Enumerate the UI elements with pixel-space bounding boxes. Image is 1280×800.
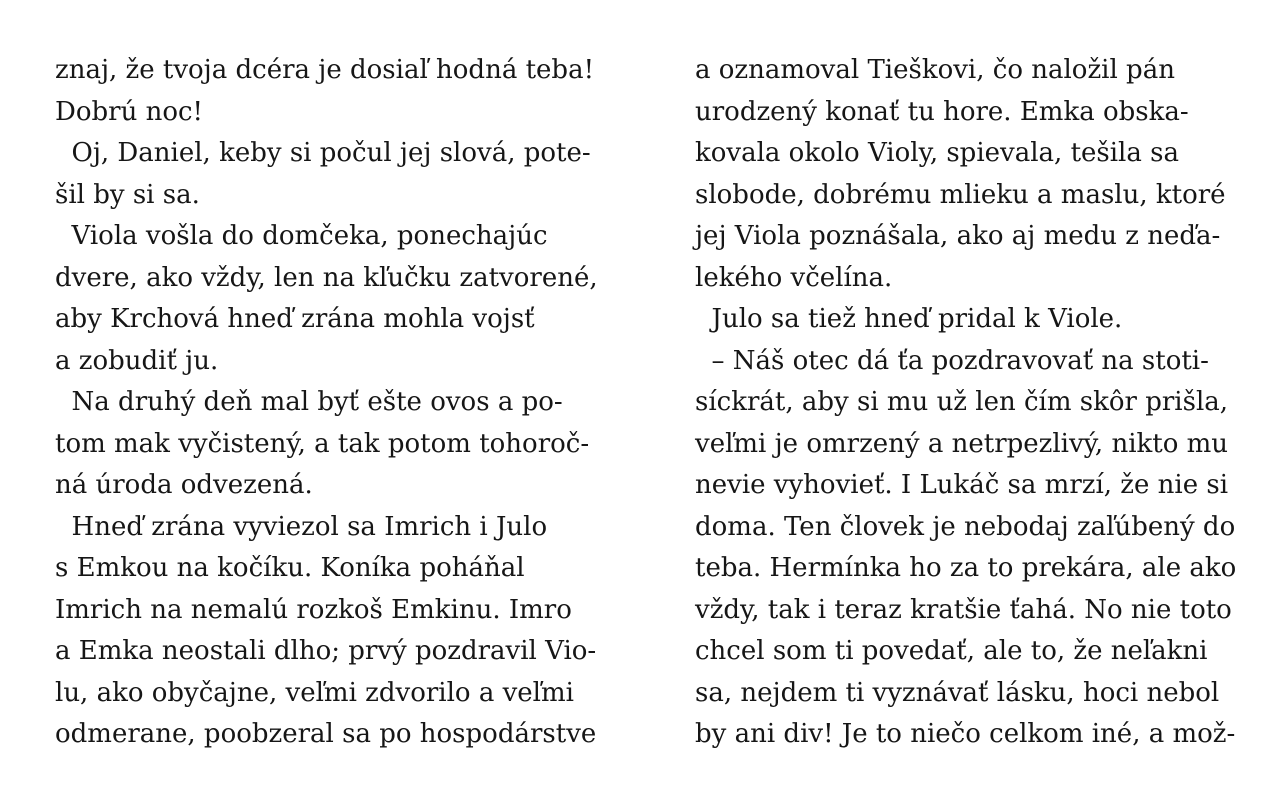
left-page-text-line: odmerane, poobzeral sa po hospodárstve — [55, 719, 597, 749]
left-page-text-line: Oj, Daniel, keby si počul jej slová, pote- — [55, 138, 591, 168]
right-page-text-line: doma. Ten človek je nebodaj zaľúbený do — [695, 511, 1236, 542]
right-page-text-line: slobode, dobrému mlieku a maslu, ktoré — [695, 179, 1226, 210]
right-page-text-line: sa, nejdem ti vyznávať lásku, hoci nebol — [695, 677, 1220, 708]
right-page-text-line: teba. Hermínka ho za to prekára, ale ako — [695, 553, 1237, 583]
right-page-text-line: veľmi je omrzený a netrpezlivý, nikto mu — [695, 428, 1229, 459]
right-page-text-line: chcel som ti povedať, ale to, že neľakni — [695, 636, 1208, 666]
left-page-text-line: Na druhý deň mal byť ešte ovos a po- — [55, 387, 563, 417]
left-page-text-line: Hneď zrána vyviezol sa Imrich i Julo — [55, 511, 548, 542]
left-page — [55, 50, 615, 756]
right-page — [695, 50, 1255, 756]
left-page-text-line: aby Krchová hneď zrána mohla vojsť — [55, 304, 535, 334]
left-page-text-line: lu, ako obyčajne, veľmi zdvorilo a veľmi — [55, 677, 574, 708]
left-page-text-line: s Emkou na kočíku. Koníka poháňal — [55, 553, 525, 583]
left-page-text-line: znaj, že tvoja dcéra je dosiaľ hodná teba! — [55, 55, 595, 85]
right-page-text-line: síckrát, aby si mu už len čím skôr prišla, — [695, 387, 1229, 417]
right-page-text-line: a oznamoval Tieškovi, čo naložil pán — [695, 55, 1175, 85]
left-page-text-line: šil by si sa. — [55, 179, 200, 210]
right-page-text-line: urodzený konať tu hore. Emka obska- — [695, 96, 1189, 127]
left-page-text-line: tom mak vyčistený, a tak potom tohoroč- — [55, 428, 590, 459]
right-page-text-line: jej Viola poznášala, ako aj medu z neďa- — [695, 221, 1221, 251]
left-page-text-line: a Emka neostali dlho; prvý pozdravil Vio- — [55, 636, 597, 666]
left-page-text-line: Imrich na nemalú rozkoš Emkinu. Imro — [55, 594, 572, 625]
right-page-text-line: lekého včelína. — [695, 262, 893, 293]
left-page-text-line: a zobudiť ju. — [55, 345, 219, 376]
left-page-text-line: Viola vošla do domčeka, ponechajúc — [55, 221, 548, 251]
right-page-text-line: by ani div! Je to niečo celkom iné, a mož- — [695, 719, 1236, 749]
right-page-text-line: Julo sa tiež hneď pridal k Viole. — [695, 304, 1123, 334]
right-page-text-line: nevie vyhovieť. I Lukáč sa mrzí, že nie si — [695, 470, 1229, 500]
right-page-text-line: kovala okolo Violy, spievala, tešila sa — [695, 138, 1179, 168]
left-page-text-line: ná úroda odvezená. — [55, 470, 313, 500]
right-page-text-line: – Náš otec dá ťa pozdravovať na stoti- — [695, 345, 1209, 376]
right-page-text-line: vždy, tak i teraz kratšie ťahá. No nie toto — [695, 594, 1232, 625]
left-page-text-line: Dobrú noc! — [55, 96, 203, 127]
left-page-text-line: dvere, ako vždy, len na kľučku zatvorené, — [55, 262, 598, 293]
